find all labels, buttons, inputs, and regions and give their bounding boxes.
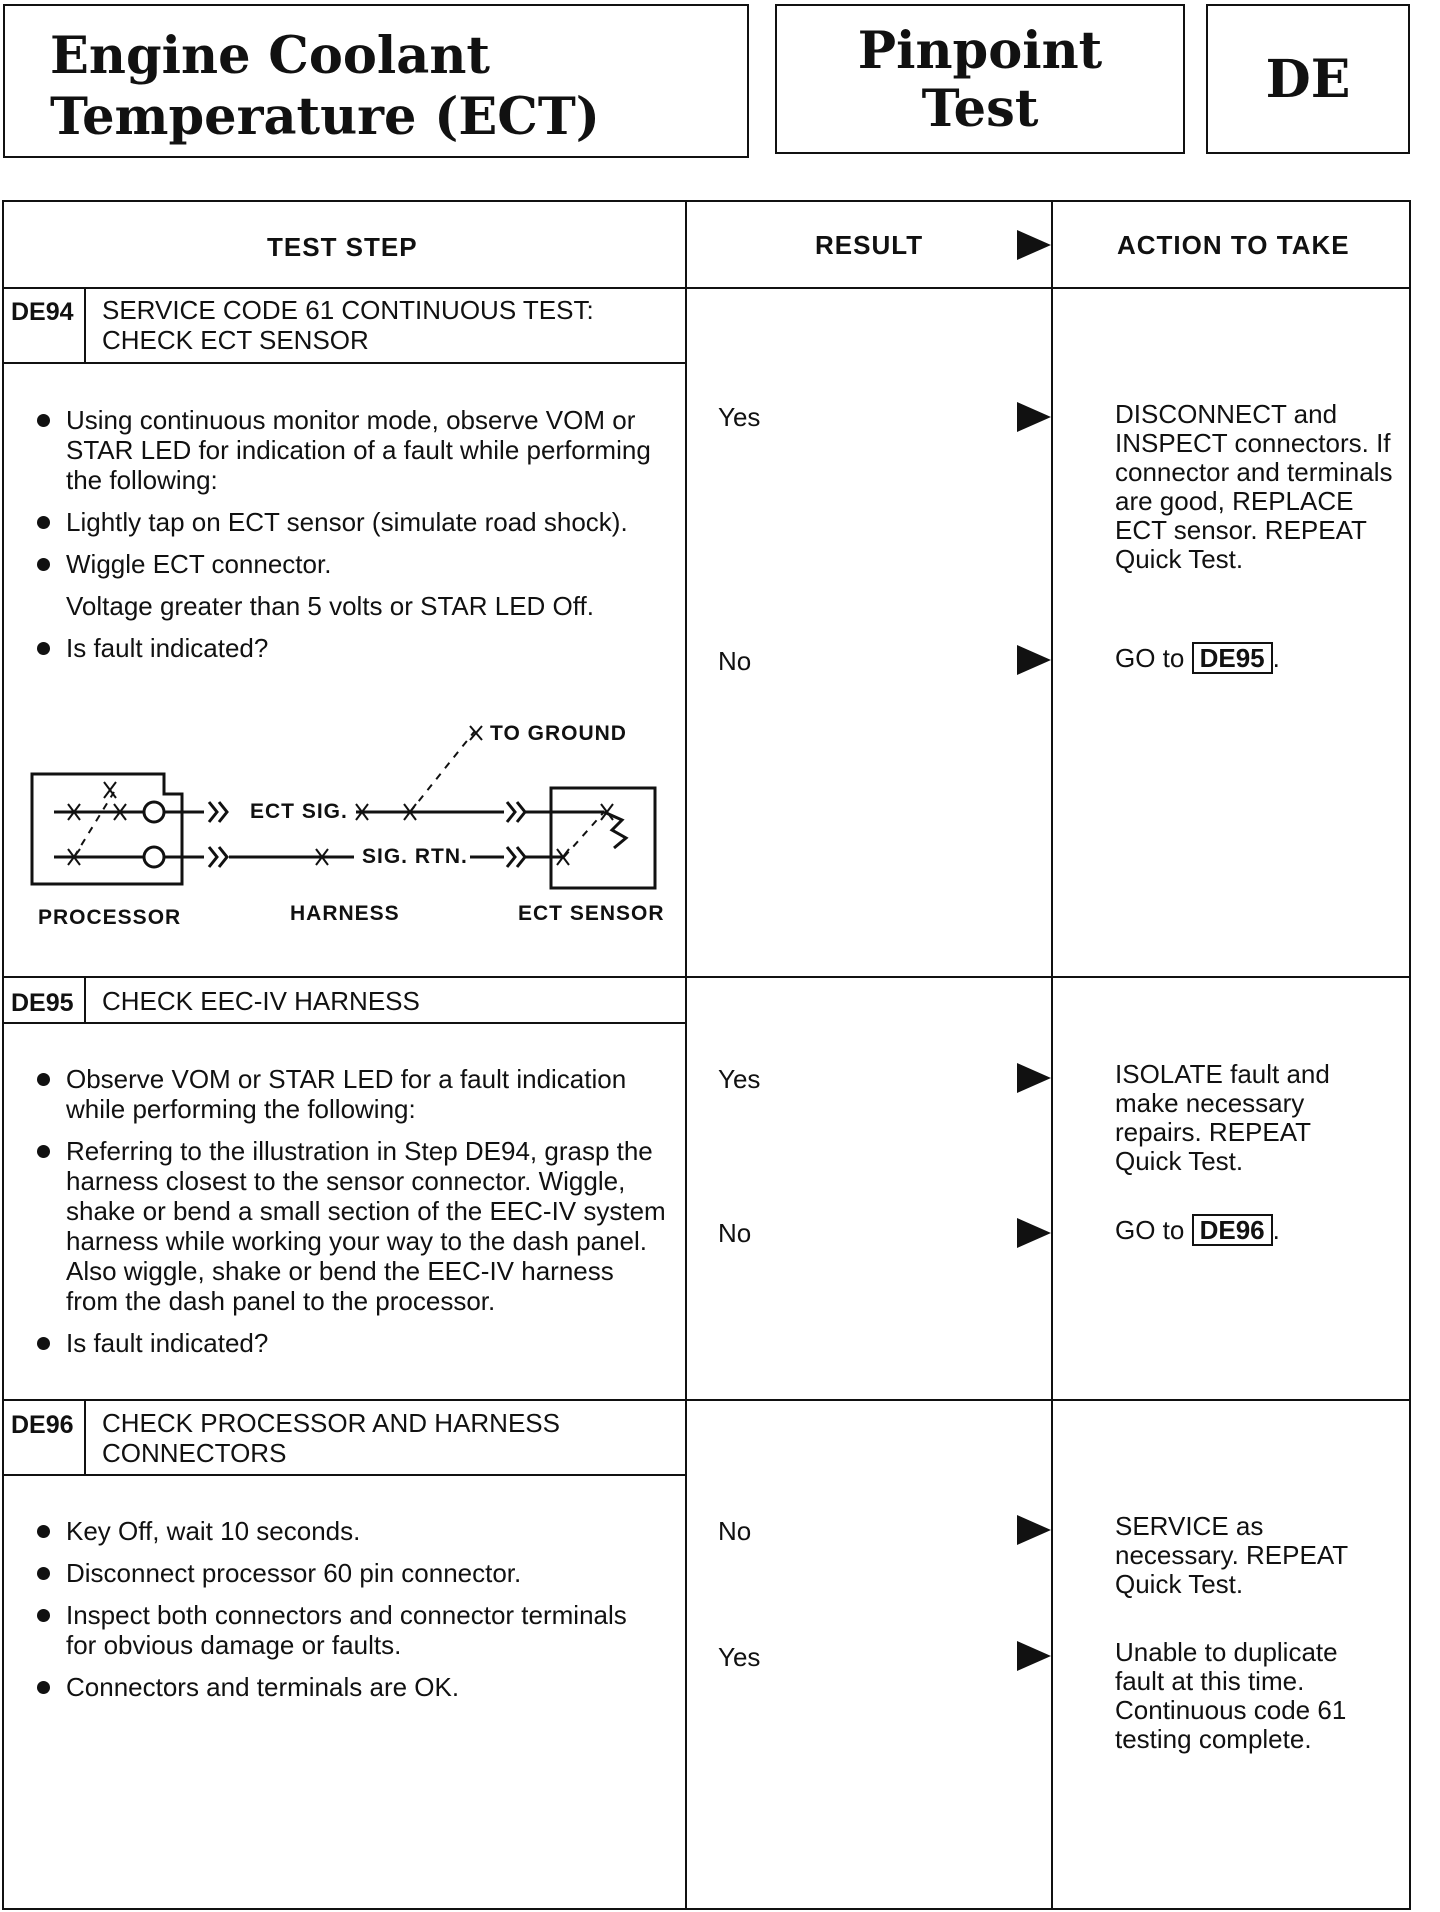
header-title-box xyxy=(3,4,749,158)
list-item xyxy=(34,405,664,495)
step-de94-action-yes: DISCONNECT and INSPECT connectors. If connector and terminals are good, REPLACE ECT sensor. REPEAT Quick Test. xyxy=(1115,399,1393,574)
list-item xyxy=(34,633,664,663)
step-reference-de96[interactable]: DE96 xyxy=(1192,1214,1273,1246)
step-de96-title-underline xyxy=(4,1474,685,1476)
step-de94-result-no: No xyxy=(718,646,752,676)
list-item xyxy=(34,1558,634,1588)
list-item-text: Lightly tap on ECT sensor (simulate road shock). xyxy=(66,507,628,537)
diagram-label-ect-sensor: ECT SENSOR xyxy=(518,902,665,925)
step-de94-title-underline xyxy=(4,362,685,364)
list-item-text: Inspect both connectors and connector terminals for obvious damage or faults. xyxy=(66,1600,627,1660)
diagram-label-to-ground: TO GROUND xyxy=(490,722,627,745)
list-item xyxy=(34,1516,634,1546)
step-de95-id: DE95 xyxy=(11,989,74,1017)
step-de96-id: DE96 xyxy=(11,1411,74,1439)
bullet-icon xyxy=(37,1567,50,1580)
header-code: DE xyxy=(1265,49,1351,110)
list-item-text: Disconnect processor 60 pin connector. xyxy=(66,1558,522,1588)
step-de95-instructions xyxy=(34,1064,670,1370)
list-item-text: Is fault indicated? xyxy=(66,633,269,663)
step-de95-action-no xyxy=(1115,1214,1365,1246)
diagram-label-harness: HARNESS xyxy=(290,902,400,925)
result-arrow-icon xyxy=(1017,1515,1051,1545)
step-de94-result-yes: Yes xyxy=(718,402,761,432)
list-item xyxy=(34,1136,670,1316)
step-de94-id: DE94 xyxy=(11,298,74,326)
column-divider-1 xyxy=(685,202,687,1908)
step-de96-action-yes: Unable to duplicate fault at this time. Continuous code 61 testing complete. xyxy=(1115,1637,1347,1754)
result-arrow-icon xyxy=(1017,645,1051,675)
step-de96-id-divider xyxy=(84,1399,86,1476)
bullet-icon xyxy=(37,516,50,529)
list-item xyxy=(34,549,664,579)
list-item-text: Observe VOM or STAR LED for a fault indication while performing the following: xyxy=(66,1064,627,1124)
list-item-text: Is fault indicated? xyxy=(66,1328,269,1358)
step-de96-result-no: No xyxy=(718,1516,752,1546)
step-de95-result-yes: Yes xyxy=(718,1064,761,1094)
step-de96-action-no: SERVICE as necessary. REPEAT Quick Test. xyxy=(1115,1511,1348,1599)
bullet-icon xyxy=(37,1145,50,1158)
step-de95-title-line1: CHECK EEC-IV HARNESS xyxy=(102,986,420,1016)
bullet-icon xyxy=(37,1525,50,1538)
step-de94-title-line2: CHECK ECT SENSOR xyxy=(102,325,369,355)
step-de94-action-no xyxy=(1115,642,1365,674)
result-arrow-icon xyxy=(1017,230,1051,260)
bullet-icon xyxy=(37,1681,50,1694)
header-code-box xyxy=(1206,4,1410,154)
header-test-line1: Pinpoint xyxy=(857,21,1103,81)
list-item xyxy=(34,507,664,537)
step-de96-title-line2: CONNECTORS xyxy=(102,1438,287,1468)
list-item-text: Using continuous monitor mode, observe VOM or STAR LED for indication of a fault while performing the following: xyxy=(66,405,651,495)
header-title-line2: Temperature (ECT) xyxy=(50,87,600,147)
bullet-icon xyxy=(37,642,50,655)
diagram-label-processor: PROCESSOR xyxy=(38,906,182,929)
result-arrow-icon xyxy=(1017,1218,1051,1248)
action-text: . xyxy=(1272,643,1280,673)
step-de95-action-yes: ISOLATE fault and make necessary repairs. REPEAT Quick Test. xyxy=(1115,1059,1330,1176)
column-divider-2 xyxy=(1051,202,1053,1908)
step-reference-de95[interactable]: DE95 xyxy=(1192,642,1273,674)
step-de96-title xyxy=(102,1408,560,1468)
bullet-icon xyxy=(37,414,50,427)
step-de96-result-yes: Yes xyxy=(718,1642,761,1672)
result-arrow-icon xyxy=(1017,1641,1051,1671)
step-de94-note: Voltage greater than 5 volts or STAR LED Off. xyxy=(66,591,594,621)
list-item-text: Wiggle ECT connector. xyxy=(66,549,332,579)
column-header-test-step: TEST STEP xyxy=(267,232,418,262)
header-test-line2: Test xyxy=(921,79,1039,139)
step-de96-title-line1: CHECK PROCESSOR AND HARNESS xyxy=(102,1408,560,1438)
list-item-text: Referring to the illustration in Step DE94, grasp the harness closest to the sensor connector. Wiggle, shake or bend a small section of the EEC-IV system harness while working your way to the dash panel. Also wiggle, shake or bend the EEC-IV harness from the dash panel to the processor. xyxy=(66,1136,666,1316)
step-de96-instructions xyxy=(34,1516,634,1714)
action-text: GO to xyxy=(1115,643,1185,673)
list-item xyxy=(34,1328,670,1358)
header-test-type-box xyxy=(775,4,1185,154)
header-title-line1: Engine Coolant xyxy=(50,26,490,86)
step-de94-id-divider xyxy=(84,287,86,364)
diagram-label-sig-rtn: SIG. RTN. xyxy=(362,845,468,868)
list-item-text: Key Off, wait 10 seconds. xyxy=(66,1516,361,1546)
step-de95-title xyxy=(102,986,420,1016)
bullet-icon xyxy=(37,1609,50,1622)
action-text: . xyxy=(1272,1215,1280,1245)
list-item xyxy=(34,1600,634,1660)
bullet-icon xyxy=(37,1073,50,1086)
list-item xyxy=(34,1672,634,1702)
column-header-action: ACTION TO TAKE xyxy=(1117,230,1350,260)
step-de95-id-divider xyxy=(84,976,86,1024)
pinpoint-test-table xyxy=(2,200,1411,1910)
list-item-text: Connectors and terminals are OK. xyxy=(66,1672,460,1702)
step-de94-title xyxy=(102,295,594,355)
header-row-divider xyxy=(4,287,1409,289)
result-arrow-icon xyxy=(1017,402,1051,432)
step-de94-title-line1: SERVICE CODE 61 CONTINUOUS TEST: xyxy=(102,295,594,325)
list-item xyxy=(34,1064,670,1124)
bullet-icon xyxy=(37,558,50,571)
step-divider-1 xyxy=(4,976,1409,978)
diagram-label-ect-sig: ECT SIG. xyxy=(250,800,348,823)
result-arrow-icon xyxy=(1017,1063,1051,1093)
step-divider-2 xyxy=(4,1399,1409,1401)
bullet-icon xyxy=(37,1337,50,1350)
step-de95-title-underline xyxy=(4,1022,685,1024)
column-header-result: RESULT xyxy=(815,230,924,260)
step-de95-result-no: No xyxy=(718,1218,752,1248)
step-de94-instructions xyxy=(34,405,664,675)
action-text: GO to xyxy=(1115,1215,1185,1245)
